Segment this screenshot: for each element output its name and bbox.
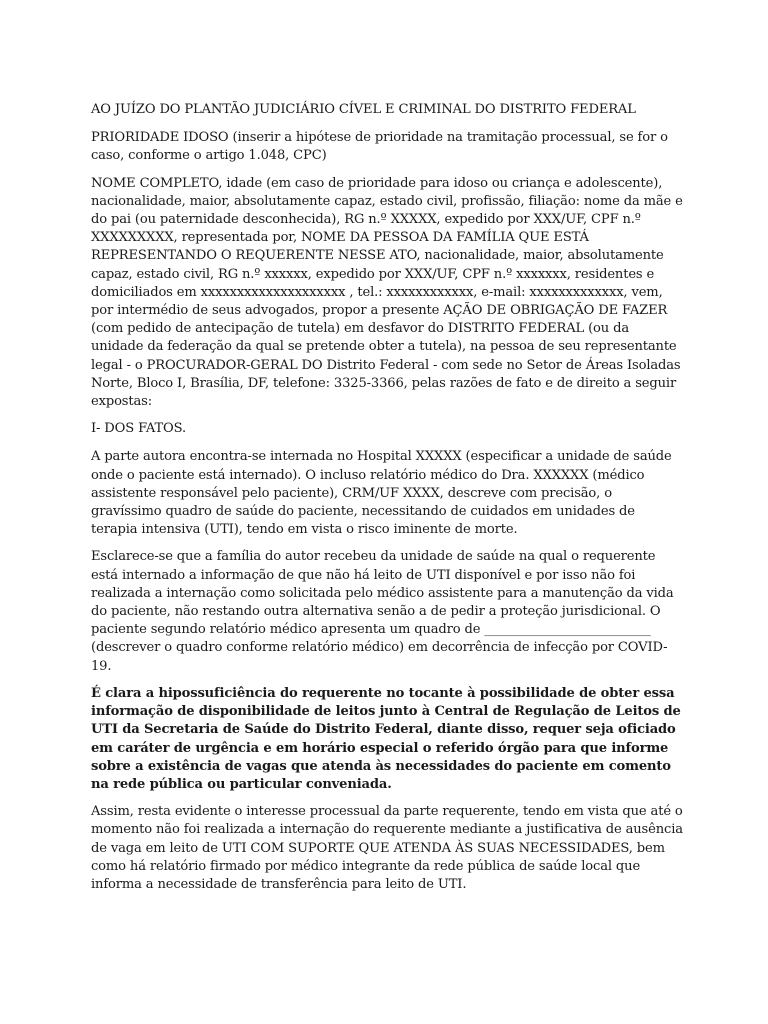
facts-paragraph-1: A parte autora encontra-se internada no Hospital XXXXX (especificar a unidade de saúde onde o paciente está internado). O incluso relatório médico do Dra. XXXXXX (médico assistente responsável pelo paciente), CRM/UF XXXX, descreve com precisão, o gravíssimo quadro de saúde do paciente, necessitando de cuidados em unidades de terapia intensiva (UTI), tendo em vista o risco iminente de morte. bbox=[91, 449, 672, 538]
facts-paragraph-2: Esclarece-se que a família do autor recebeu da unidade de saúde na qual o requerente está internado a informação de que não há leito de UTI disponível e por isso não foi realizada a internação como solicitada pelo médico assistente para a manutenção da vida do paciente, não restando outra alternativa senão a de pedir a proteção jurisdicional. O paciente segundo relatório médico apresenta um quadro de __________________________ (descrever o quadro conforme relatório médico) em decorrência de infecção por COVID-19. bbox=[91, 549, 674, 674]
facts-paragraph-4: Assim, resta evidente o interesse processual da parte requerente, tendo em vista que até o momento não foi realizada a internação do requerente mediante a justificativa de ausência de vaga em leito de UTI COM SUPORTE QUE ATENDA ÀS SUAS NECESSIDADES, bem como há relatório firmado por médico integrante da rede pública de saúde local que informa a necessidade de transferência para leito de UTI. bbox=[91, 804, 683, 892]
document-page bbox=[91, 101, 683, 903]
qualification-paragraph: NOME COMPLETO, idade (em caso de prioridade para idoso ou criança e adolescente), nacionalidade, maior, absolutamente capaz, estado civil, profissão, filiação: nome da mãe e do pai (ou paternidade desconhecida), RG n.º XXXXX, expedido por XXX/UF, CPF n.º XXXXXXXXX, representada por, NOME DA PESSOA DA FAMÍLIA QUE ESTÁ REPRESENTANDO O REQUERENTE NESSE ATO, nacionalidade, maior, absolutamente capaz, estado civil, RG n.º xxxxxx, expedido por XXX/UF, CPF n.º xxxxxxx, residentes e domiciliados em xxxxxxxxxxxxxxxxxxxx , tel.: xxxxxxxxxxxx, e-mail: xxxxxxxxxxxxx, vem, por intermédio de seus advogados, propor a presente AÇÃO DE OBRIGAÇÃO DE FAZER (com pedido de antecipação de tutela) em desfavor do DISTRITO FEDERAL (ou da unidade da federação da qual se pretende obter a tutela), na pessoa de seu representante legal - o PROCURADOR-GERAL DO Distrito Federal - com sede no Setor de Áreas Isoladas Norte, Bloco I, Brasília, DF, telefone: 3325-3366, pelas razões de fato e de direito a seguir expostas: bbox=[91, 175, 683, 410]
facts-paragraph-3-bold: É clara a hipossuficiência do requerente no tocante à possibilidade de obter essa informação de disponibilidade de leitos junto à Central de Regulação de Leitos de UTI da Secretaria de Saúde do Distrito Federal, diante disso, requer seja oficiado em caráter de urgência e em horário especial o referido órgão para que informe sobre a existência de vagas que atenda às necessidades do paciente em comento na rede pública ou particular conveniada. bbox=[91, 685, 681, 792]
document-title: AO JUÍZO DO PLANTÃO JUDICIÁRIO CÍVEL E CRIMINAL DO DISTRITO FEDERAL bbox=[91, 102, 636, 117]
section-heading-facts: I- DOS FATOS. bbox=[91, 421, 186, 437]
priority-paragraph: PRIORIDADE IDOSO (inserir a hipótese de prioridade na tramitação processual, se for o caso, conforme o artigo 1.048, CPC) bbox=[91, 130, 668, 164]
